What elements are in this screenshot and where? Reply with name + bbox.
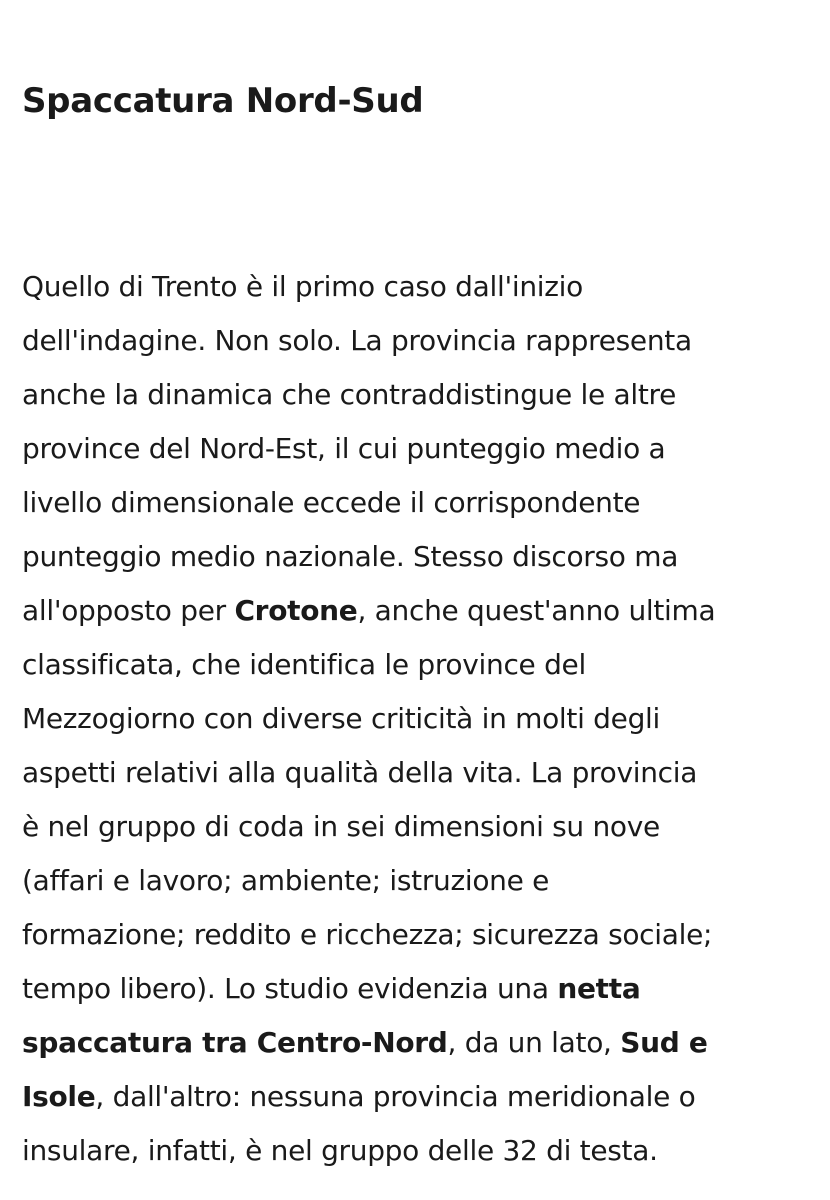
paragraph-line (22, 962, 812, 1016)
paragraph-line (22, 368, 812, 422)
text-segment: all'opposto per (22, 594, 235, 627)
paragraph-line (22, 1016, 812, 1070)
text-segment: aspetti relativi alla qualità della vita. La provincia (22, 756, 698, 789)
bold-text-sud-e: Sud e (620, 1026, 708, 1059)
paragraph-line (22, 530, 812, 584)
bold-text-crotone: Crotone (234, 594, 358, 627)
bold-text-isole: Isole (22, 1080, 96, 1113)
paragraph-line (22, 638, 812, 692)
paragraph-line (22, 314, 812, 368)
paragraph-line (22, 1124, 812, 1178)
paragraph-line (22, 1070, 812, 1124)
bold-text-netta: netta (557, 972, 641, 1005)
text-segment: livello dimensionale eccede il corrispondente (22, 486, 641, 519)
text-segment: insulare, infatti, è nel gruppo delle 32 di testa. (22, 1134, 658, 1167)
text-segment: , anche quest'anno ultima (357, 594, 716, 627)
paragraph-line (22, 908, 812, 962)
text-segment: dell'indagine. Non solo. La provincia rappresenta (22, 324, 692, 357)
paragraph-line (22, 476, 812, 530)
article-heading: Spaccatura Nord-Sud (22, 81, 424, 121)
text-segment: province del Nord-Est, il cui punteggio medio a (22, 432, 666, 465)
paragraph-line (22, 422, 812, 476)
text-segment: Quello di Trento è il primo caso dall'inizio (22, 270, 583, 303)
text-segment: , dall'altro: nessuna provincia meridionale o (95, 1080, 696, 1113)
text-segment: Mezzogiorno con diverse criticità in molti degli (22, 702, 660, 735)
paragraph-line (22, 584, 812, 638)
article-paragraph (22, 260, 812, 1178)
text-segment: classificata, che identifica le province del (22, 648, 586, 681)
paragraph-line (22, 260, 812, 314)
text-segment: anche la dinamica che contraddistingue le altre (22, 378, 677, 411)
paragraph-line (22, 692, 812, 746)
paragraph-line (22, 800, 812, 854)
paragraph-line (22, 746, 812, 800)
text-segment: è nel gruppo di coda in sei dimensioni su nove (22, 810, 660, 843)
text-segment: punteggio medio nazionale. Stesso discorso ma (22, 540, 679, 573)
bold-text-spaccatura: spaccatura tra Centro-Nord (22, 1026, 448, 1059)
text-segment: formazione; reddito e ricchezza; sicurezza sociale; (22, 918, 713, 951)
text-segment: , da un lato, (447, 1026, 621, 1059)
text-segment: (affari e lavoro; ambiente; istruzione e (22, 864, 550, 897)
text-segment: tempo libero). Lo studio evidenzia una (22, 972, 558, 1005)
paragraph-line (22, 854, 812, 908)
